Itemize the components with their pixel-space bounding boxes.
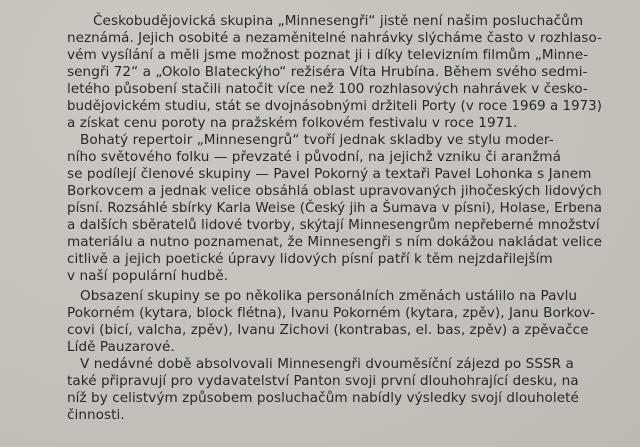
text-line: V nedávné době absolvovali Minnesengři dvouměsíční zájezd po SSSR a	[80, 356, 574, 372]
text-line: Pokorném (kytara, block flétna), Ivanu Pokorném (kytara, zpěv), Janu Borkov-	[67, 305, 595, 321]
text-line: Bohatý repertoir „Minnesengrů“ tvoří jednak skladby ve stylu moder-	[80, 132, 554, 148]
text-line: Obsazení skupiny se po několika personálních změnách ustálilo na Pavlu	[80, 288, 578, 304]
text-line: a získat cenu poroty na pražském folkovém festivalu v roce 1971.	[67, 115, 518, 131]
text-line: v naší populární hudbě.	[67, 268, 229, 284]
text-line: Českobudějovická skupina „Minnesengři“ jistě není našim posluchačům	[93, 13, 584, 29]
text-line: Borkovcem a jednak velice obsáhlá oblast upravovaných jihočeských lidových	[67, 183, 602, 199]
text-line: vém vysílání a měli jsme možnost poznat ji i díky televizním filmům „Minne-	[67, 47, 589, 63]
text-line: také připravují pro vydavatelství Panton svoji první dlouhohrající desku, na	[67, 373, 579, 389]
text-line: níž by celistvým způsobem posluchačům nabídly výsledky svojí dlouholeté	[67, 390, 579, 406]
text-line: budějovickém studiu, stát se dvojnásobnými držiteli Porty (v roce 1969 a 1973)	[67, 98, 602, 114]
text-line: ního světového folku — převzaté i původní, na jejichž vzniku či aranžmá	[67, 149, 561, 165]
text-line: sengři 72“ a „Okolo Blateckýho“ režiséra Víta Hrubína. Během svého sedmi-	[67, 64, 588, 80]
text-line: covi (bicí, valcha, zpěv), Ivanu Zichovi (kontrabas, el. bas, zpěv) a zpěvačce	[67, 322, 589, 338]
text-line: materiálu a nutno poznamenat, že Minnesengři s ním dokážou nakládat velice	[67, 234, 603, 250]
text-line: písní. Rozsáhlé sbírky Karla Weise (Český jih a Šumava v písni), Holase, Erbena	[67, 200, 603, 216]
text-line: citlivě a jejich poetické úpravy lidových písní patří k těm nejzdařilejším	[67, 251, 553, 267]
text-line: letého působení stačili natočit více než 100 rozhlasových nahrávek v česko-	[67, 81, 588, 97]
text-line: se podílejí členové skupiny — Pavel Pokorný a textaři Pavel Lohonka s Janem	[67, 166, 592, 182]
text-line: neznámá. Jejich osobité a nezaměnitelné nahrávky slýcháme často v rozhlaso-	[67, 30, 602, 46]
text-line: činnosti.	[67, 407, 125, 423]
text-line: a dalších sběratelů lidové tvorby, skýtají Minnesengrům nepřeberné množství	[67, 217, 600, 233]
text-line: Lídě Pauzarové.	[67, 339, 175, 355]
